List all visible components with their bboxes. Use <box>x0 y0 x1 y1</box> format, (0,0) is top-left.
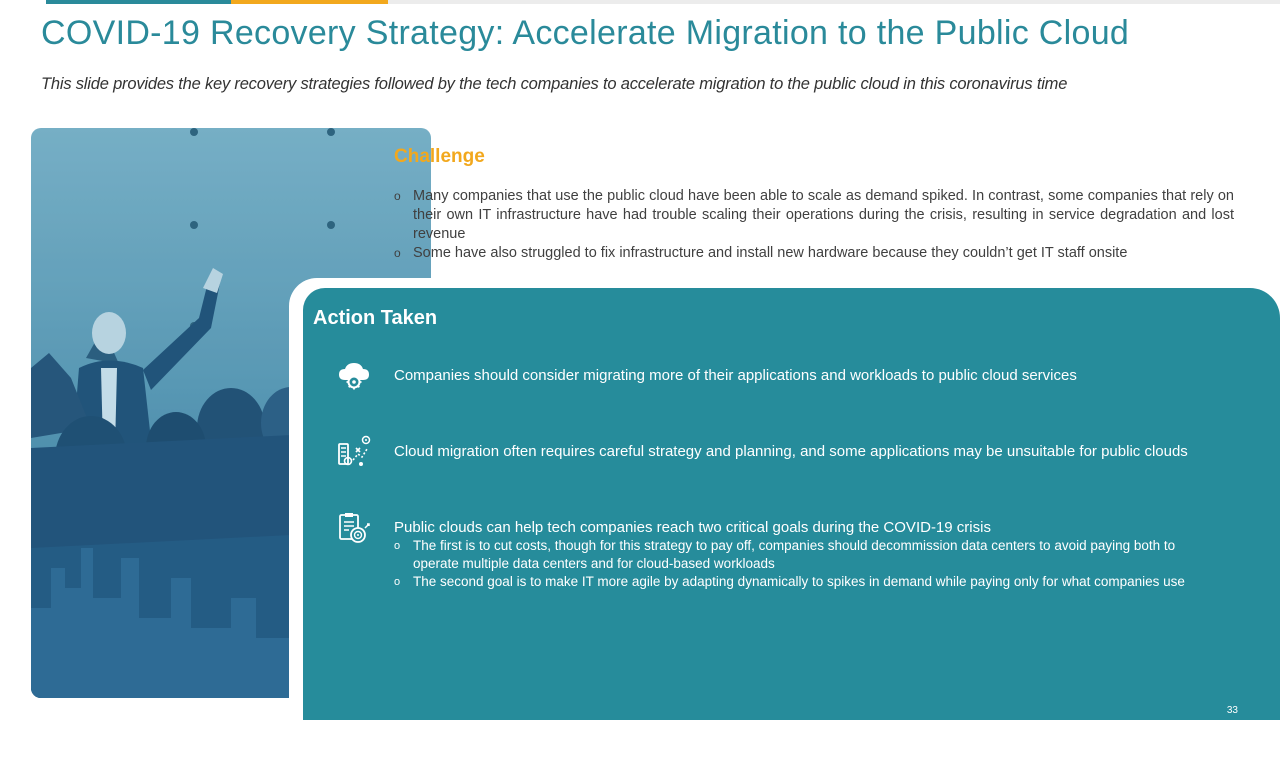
bullet-circle-icon: o <box>394 189 401 203</box>
goals-checklist-icon <box>336 510 372 546</box>
bullet-circle-icon: o <box>394 246 401 260</box>
goal-point: The first is to cut costs, though for this strategy to pay off, companies should decommission data centers to avoid paying both to operate multiple data centers and for cloud-based workloads <box>413 538 1176 571</box>
bullet-circle-icon: o <box>394 576 401 588</box>
list-item <box>394 573 1194 591</box>
challenge-heading: Challenge <box>394 146 485 167</box>
action-item-text: Cloud migration often requires careful strategy and planning, and some applications may be unsuitable for public clouds <box>394 443 1188 460</box>
slide-subtitle: This slide provides the key recovery strategies followed by the tech companies to accelerate migration to the public cloud in this coronavirus time <box>41 75 1068 93</box>
challenge-point: Some have also struggled to fix infrastructure and install new hardware because they couldn’t get IT staff onsite <box>413 245 1128 261</box>
action-taken-panel <box>303 288 1280 720</box>
challenge-list <box>394 187 1234 263</box>
accent-bar-gold <box>231 0 388 4</box>
list-item <box>394 187 1234 244</box>
page-number: 33 <box>1226 705 1238 716</box>
goals-sub-list <box>394 537 1194 592</box>
slide-title: COVID-19 Recovery Strategy: Accelerate Migration to the Public Cloud <box>41 14 1130 52</box>
goal-point: The second goal is to make IT more agile by adapting dynamically to spikes in demand while paying only for what companies use <box>413 574 1185 589</box>
accent-bar-teal <box>46 0 231 4</box>
action-item-text: Companies should consider migrating more of their applications and workloads to public cloud services <box>394 367 1077 384</box>
strategy-planning-icon <box>336 434 372 470</box>
accent-bar-gray <box>388 0 1280 4</box>
action-item-text: Public clouds can help tech companies reach two critical goals during the COVID-19 crisis <box>394 519 991 536</box>
list-item <box>394 244 1234 263</box>
bullet-circle-icon: o <box>394 540 401 552</box>
action-heading: Action Taken <box>313 307 438 329</box>
challenge-point: Many companies that use the public cloud have been able to scale as demand spiked. In contrast, some companies that rely on their own IT infrastructure have had trouble scaling their operations during the crisis, resulting in service degradation and lost revenue <box>413 188 1234 242</box>
cloud-gear-icon <box>336 358 372 394</box>
list-item <box>394 537 1194 572</box>
